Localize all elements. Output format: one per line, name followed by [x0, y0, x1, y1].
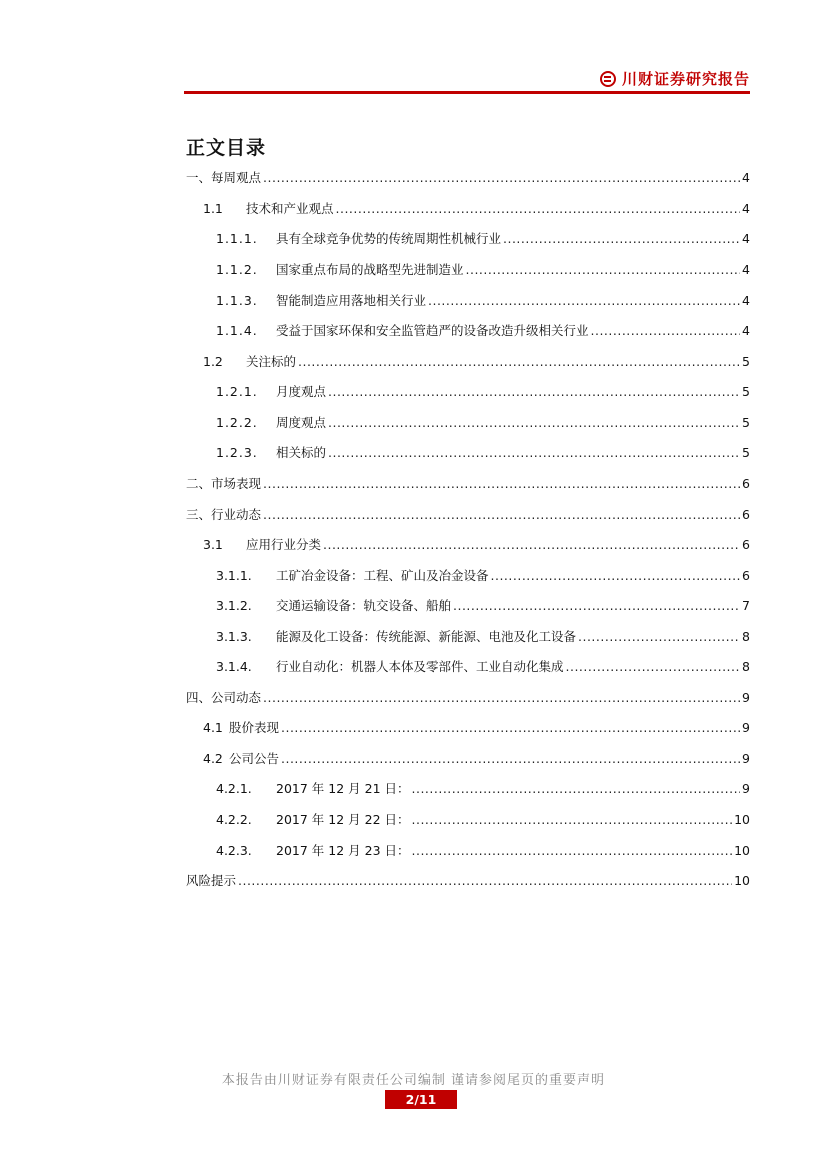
- toc-entry-number: 一、: [186, 170, 212, 185]
- toc-entry-number: 1.1.4.: [216, 323, 258, 338]
- toc-entry-text: 相关标的: [276, 445, 327, 460]
- header-divider: [184, 91, 750, 94]
- toc-leader-dots: [263, 507, 740, 523]
- toc-entry[interactable]: [216, 659, 750, 675]
- toc-entry-text: 每周观点: [211, 170, 262, 185]
- toc-leader-dots: [566, 659, 741, 675]
- toc-entry[interactable]: [216, 262, 750, 278]
- toc-entry-number: 1.1: [203, 201, 223, 216]
- toc-entry[interactable]: [216, 323, 750, 339]
- toc-entry-page: 4: [742, 170, 750, 185]
- toc-entry-number: 1.2.2.: [216, 415, 258, 430]
- toc-entry-page: 6: [742, 537, 750, 552]
- toc-entry[interactable]: [203, 354, 750, 370]
- toc-entry-text: 公司公告: [229, 751, 280, 766]
- toc-entry-text: 关注标的: [246, 354, 297, 369]
- toc-leader-dots: [281, 720, 740, 736]
- toc-entry-page: 4: [742, 201, 750, 216]
- brand: [600, 68, 750, 89]
- toc-entry-page: 4: [742, 323, 750, 338]
- toc-entry-text: 公司动态: [211, 690, 262, 705]
- toc-entry-text: 股价表现: [229, 720, 280, 735]
- toc-entry-text: 行业动态: [211, 507, 262, 522]
- toc-entry-number: 4.2.1.: [216, 781, 252, 796]
- toc-entry-page: 9: [742, 781, 750, 796]
- toc-entry[interactable]: [216, 293, 750, 309]
- toc-entry-page: 7: [742, 598, 750, 613]
- disclaimer-note: 本报告由川财证券有限责任公司编制 谨请参阅尾页的重要声明: [221, 1073, 606, 1088]
- toc-leader-dots: [412, 812, 733, 828]
- toc-leader-dots: [298, 354, 740, 370]
- toc-entry[interactable]: [216, 231, 750, 247]
- toc-leader-dots: [412, 843, 733, 859]
- toc-entry-text: 国家重点布局的战略型先进制造业: [276, 262, 464, 277]
- toc-leader-dots: [238, 873, 732, 889]
- toc-entry-number: 4.2.2.: [216, 812, 252, 827]
- page-number-badge: 2/11: [385, 1090, 457, 1109]
- toc-entry-page: 9: [742, 720, 750, 735]
- toc-entry-number: 3.1.4.: [216, 659, 252, 674]
- toc-entry-page: 5: [742, 415, 750, 430]
- toc-entry-number: 3.1.3.: [216, 629, 252, 644]
- toc-entry-text: 交通运输设备：轨交设备、船舶: [276, 598, 452, 613]
- toc-entry-page: 10: [734, 812, 750, 827]
- toc-entry[interactable]: [216, 568, 750, 584]
- toc-entry[interactable]: [216, 445, 750, 461]
- brand-name: 川财证券研究报告: [621, 70, 750, 88]
- toc-entry-number: 3.1.1.: [216, 568, 252, 583]
- toc-entry-number: 4.1: [203, 720, 223, 735]
- toc-entry[interactable]: [216, 629, 750, 645]
- toc-entry[interactable]: [216, 781, 750, 797]
- toc-entry-text: 市场表现: [211, 476, 262, 491]
- toc-entry-number: 1.1.3.: [216, 293, 258, 308]
- toc-entry[interactable]: [186, 476, 750, 492]
- toc-leader-dots: [263, 170, 740, 186]
- toc-leader-dots: [491, 568, 741, 584]
- toc-entry-number: 1.1.1.: [216, 231, 258, 246]
- toc-entry-page: 8: [742, 629, 750, 644]
- toc-entry-number: 四、: [186, 690, 212, 705]
- toc-entry-text: 受益于国家环保和安全监管趋严的设备改造升级相关行业: [276, 323, 589, 338]
- toc-entry-page: 10: [734, 843, 750, 858]
- toc-leader-dots: [428, 293, 740, 309]
- toc-entry-page: 4: [742, 231, 750, 246]
- toc-entry[interactable]: [216, 598, 750, 614]
- toc-entry[interactable]: [186, 690, 750, 706]
- toc-entry-text: 周度观点: [276, 415, 327, 430]
- toc-leader-dots: [412, 781, 741, 797]
- toc-leader-dots: [281, 751, 740, 767]
- toc-entry-number: 3.1.2.: [216, 598, 252, 613]
- toc-entry[interactable]: [203, 537, 750, 553]
- toc-entry[interactable]: [203, 720, 750, 736]
- toc-leader-dots: [328, 415, 740, 431]
- page-header: [184, 62, 750, 94]
- toc-entry-page: 4: [742, 293, 750, 308]
- toc-entry[interactable]: [203, 201, 750, 217]
- toc-leader-dots: [578, 629, 740, 645]
- toc-entry[interactable]: [216, 843, 750, 859]
- toc-leader-dots: [328, 384, 740, 400]
- toc-leader-dots: [263, 476, 740, 492]
- toc-leader-dots: [328, 445, 740, 461]
- toc-leader-dots: [453, 598, 740, 614]
- toc-entry-number: 1.2.1.: [216, 384, 258, 399]
- toc-entry[interactable]: [186, 873, 750, 889]
- toc-entry[interactable]: [216, 384, 750, 400]
- toc-entry-page: 10: [734, 873, 750, 888]
- toc-entry-page: 6: [742, 568, 750, 583]
- toc-entry-text: 工矿冶金设备：工程、矿山及冶金设备: [276, 568, 489, 583]
- toc-entry-text: 行业自动化：机器人本体及零部件、工业自动化集成: [276, 659, 564, 674]
- toc-entry[interactable]: [186, 507, 750, 523]
- toc-leader-dots: [263, 690, 740, 706]
- toc-entry-page: 5: [742, 445, 750, 460]
- toc-entry-text: 2017 年 12 月 21 日：: [276, 781, 410, 796]
- toc-entry-text: 智能制造应用落地相关行业: [276, 293, 427, 308]
- toc-entry-page: 9: [742, 690, 750, 705]
- toc-entry-number: 三、: [186, 507, 212, 522]
- toc-entry-text: 风险提示: [186, 873, 237, 888]
- toc-entry-number: 1.2.3.: [216, 445, 258, 460]
- toc-entry-page: 6: [742, 476, 750, 491]
- toc-entry-text: 2017 年 12 月 22 日：: [276, 812, 410, 827]
- toc-entry-page: 5: [742, 354, 750, 369]
- toc-leader-dots: [323, 537, 740, 553]
- chuancai-logo-icon: [600, 71, 616, 87]
- toc-leader-dots: [591, 323, 741, 339]
- toc-leader-dots: [336, 201, 741, 217]
- toc-entry[interactable]: [216, 812, 750, 828]
- toc-entry-text: 能源及化工设备：传统能源、新能源、电池及化工设备: [276, 629, 577, 644]
- toc-entry-text: 应用行业分类: [246, 537, 322, 552]
- toc-entry[interactable]: [216, 415, 750, 431]
- toc-entry-number: 4.2.3.: [216, 843, 252, 858]
- toc-entry-page: 4: [742, 262, 750, 277]
- toc-entry-page: 6: [742, 507, 750, 522]
- toc-entry-text: 2017 年 12 月 23 日：: [276, 843, 410, 858]
- toc-leader-dots: [503, 231, 740, 247]
- toc-title: 正文目录: [186, 137, 267, 159]
- toc-entry-number: 3.1: [203, 537, 223, 552]
- toc-entry-number: 1.2: [203, 354, 223, 369]
- toc-entry[interactable]: [203, 751, 750, 767]
- toc-entry-text: 技术和产业观点: [246, 201, 334, 216]
- toc-leader-dots: [466, 262, 741, 278]
- toc-entry-page: 9: [742, 751, 750, 766]
- toc-entry-number: 二、: [186, 476, 212, 491]
- toc-entry-page: 8: [742, 659, 750, 674]
- toc-entry-text: 月度观点: [276, 384, 327, 399]
- toc-entry[interactable]: [186, 170, 750, 186]
- toc-entry-page: 5: [742, 384, 750, 399]
- toc-entry-text: 具有全球竞争优势的传统周期性机械行业: [276, 231, 502, 246]
- toc-entry-number: 4.2: [203, 751, 223, 766]
- toc-entry-number: 1.1.2.: [216, 262, 258, 277]
